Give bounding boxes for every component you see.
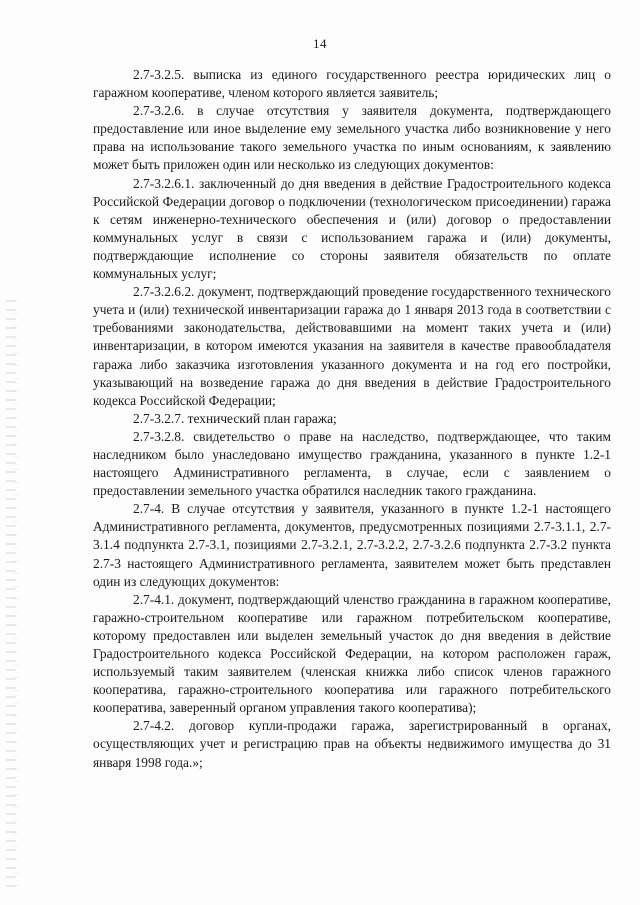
page-number: 14 [313,36,327,51]
document-body [93,66,611,772]
paragraph-2-7-3-2-6-2: 2.7-3.2.6.2. документ, подтверждающий проведение государственного технического учета и (или) технической инвентаризации гаража до 1 января 2013 года в соответствии с требованиями законодательства, действовавшими на момент таких учета и (или) инвентаризации, в котором имеются указания на заявителя в качестве правообладателя гаража либо заказчика изготовления указанного документа и на год его постройки, указывающий на возведение гаража до дня введения в действие Градостроительного кодекса Российской Федерации; [93,284,611,408]
paragraph-2-7-4: 2.7-4. В случае отсутствия у заявителя, указанного в пункте 1.2-1 настоящего Административного регламента, документов, предусмотренных позициями 2.7-3.1.1, 2.7-3.1.4 подпункта 2.7-3.1, позициями 2.7-3.2.1, 2.7-3.2.2, 2.7-3.2.6 подпункта 2.7-3.2 пункта 2.7-3 настоящего Административного регламента, заявителем может быть представлен один из следующих документов: [93,501,611,589]
paragraph-2-7-3-2-6-1: 2.7-3.2.6.1. заключенный до дня введения в действие Градостроительного кодекса Российской Федерации договор о подключении (технологическом присоединении) гаража к сетям инженерно-технического обеспечения и (или) договор о предоставлении коммунальных услуг в связи с использованием гаража и (или) документы, подтверждающие исполнение со стороны заявителя обязательств по оплате коммунальных услуг; [93,175,611,282]
paragraph-2-7-4-1: 2.7-4.1. документ, подтверждающий членство гражданина в гаражном кооперативе, гаражно-строительном кооперативе или гаражном потребительском кооперативе, которому предоставлен или выделен земельный участок до дня введения в действие Градостроительного кодекса Российской Федерации, на котором расположен гараж, используемый таким заявителем (членская книжка либо список членов гаражного кооператива, гаражно-строительного кооператива или гаражного потребительского кооператива, заверенный органом управления такого кооператива); [93,591,611,716]
paragraph-2-7-3-2-7: 2.7-3.2.7. технический план гаража; [133,410,337,426]
paragraph-2-7-4-2: 2.7-4.2. договор купли-продажи гаража, зарегистрированный в органах, осуществляющих учет и регистрацию прав на объекты недвижимого имущества до 31 января 1998 года.»; [93,718,611,770]
scan-margin-marks-secondary [14,300,18,890]
paragraph-2-7-3-2-5: 2.7-3.2.5. выписка из единого государственного реестра юридических лиц о гаражном кооперативе, членом которого является заявитель; [93,67,611,101]
paragraph-2-7-3-2-8: 2.7-3.2.8. свидетельство о праве на наследство, подтверждающее, что таким наследником было унаследовано имущество гражданина, указанного в пункте 1.2-1 настоящего Административного регламента, в случае, если с заявлением о предоставлении земельного участка обратился наследник такого гражданина. [93,428,611,499]
paragraph-2-7-3-2-6: 2.7-3.2.6. в случае отсутствия у заявителя документа, подтверждающего предоставление или иное выделение ему земельного участка либо возникновение у него права на использование такого земельного участка по иным основаниям, к заявлению может быть приложен один или несколько из следующих документов: [93,103,611,173]
